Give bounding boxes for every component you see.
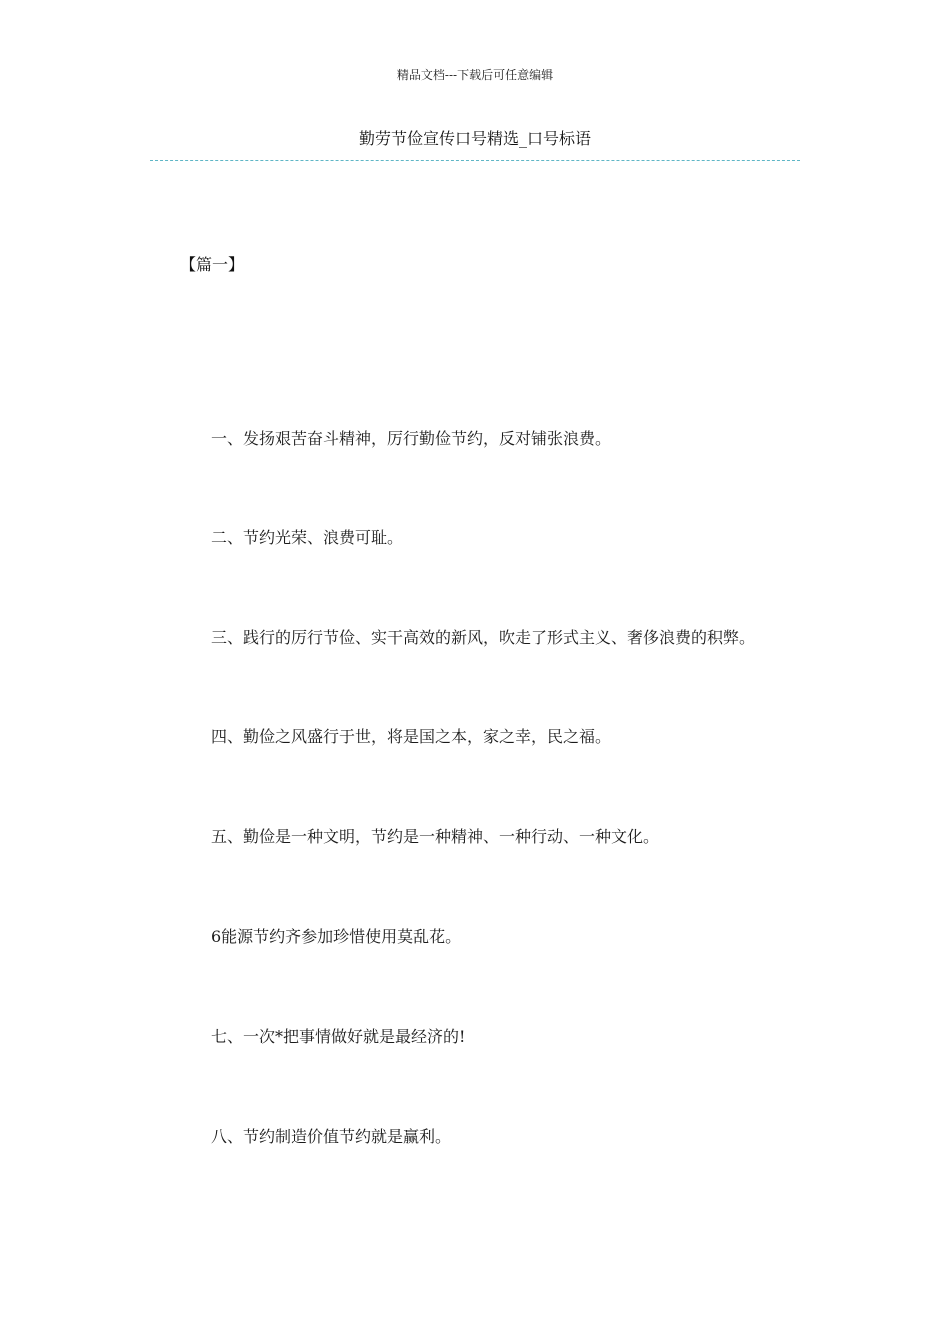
slogan-1: 一、发扬艰苦奋斗精神，厉行勤俭节约，反对铺张浪费。	[211, 429, 612, 448]
slogan-7: 七、一次*把事情做好就是最经济的!	[211, 1027, 466, 1046]
slogan-8: 八、节约制造价值节约就是赢利。	[211, 1127, 452, 1146]
document-title: 勤劳节俭宣传口号精选_口号标语	[358, 129, 591, 148]
slogan-6: 6能源节约齐参加珍惜使用莫乱花。	[211, 927, 462, 946]
title-divider	[150, 160, 800, 161]
slogan-3: 三、践行的厉行节俭、实干高效的新风，吹走了形式主义、奢侈浪费的积弊。	[211, 628, 756, 647]
slogan-5: 五、勤俭是一种文明，节约是一种精神、一种行动、一种文化。	[211, 827, 660, 846]
section-heading: 【篇一】	[180, 255, 245, 274]
slogan-2: 二、节约光荣、浪费可耻。	[211, 528, 404, 547]
header-note: 精品文档---下载后可任意编辑	[396, 68, 554, 82]
slogan-4: 四、勤俭之风盛行于世，将是国之本，家之幸，民之福。	[211, 727, 612, 746]
